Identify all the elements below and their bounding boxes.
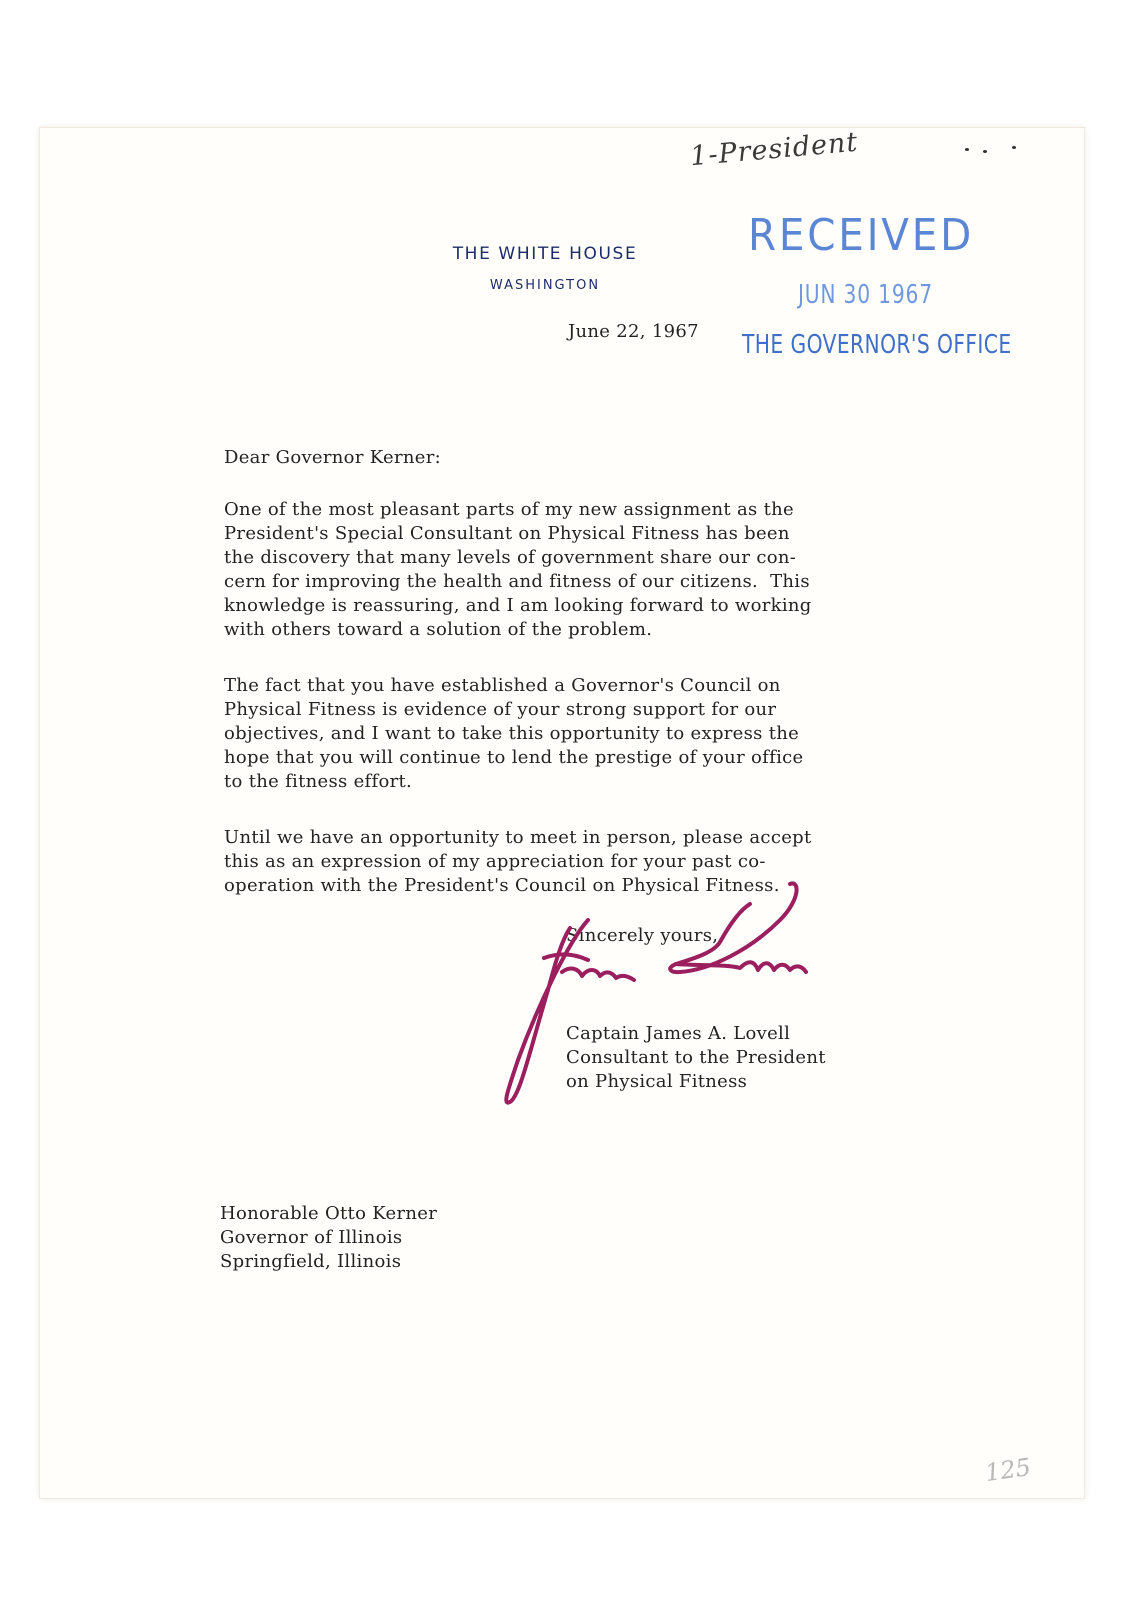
ink-dot [1012, 146, 1016, 149]
salutation: Dear Governor Kerner: [224, 447, 441, 468]
ink-dot [965, 148, 969, 151]
signature-block: Captain James A. Lovell Consultant to the President on Physical Fitness [566, 1023, 826, 1092]
paragraph-2: The fact that you have established a Governor's Council on Physical Fitness is evidence of your strong support for our objectives, and I want to take this opportunity to express the hope that you will continue to lend the prestige of your office to the fitness effort. [224, 675, 804, 792]
page-number: 125 [983, 1452, 1033, 1488]
letterhead-subtitle: WASHINGTON [489, 278, 601, 293]
paragraph-3: Until we have an opportunity to meet in person, please accept this as an expression of my appreciation for your past co- operation with the President's Council on Physical Fitness. [224, 827, 812, 896]
stamp-office: THE GOVERNOR'S OFFICE [742, 330, 1012, 360]
closing: Sincerely yours, [566, 925, 719, 946]
recipient-address: Honorable Otto Kerner Governor of Illinois Springfield, Illinois [220, 1203, 438, 1272]
paragraph-1: One of the most pleasant parts of my new assignment as the President's Special Consultant on Physical Fitness has been the discovery that many levels of government share our con- cern for improving the health and fitness of our citizens. This knowledge is reassuring, and I am looking forward to working with others toward a solution of the problem. [224, 499, 812, 640]
received-stamp: RECEIVED [748, 210, 975, 261]
stamp-date: JUN 30 1967 [798, 280, 933, 310]
handwritten-annotation: 1-President [688, 126, 860, 173]
letter-date: June 22, 1967 [568, 321, 699, 342]
handwritten-signature [500, 880, 820, 1110]
letterhead-title: THE WHITE HOUSE [452, 244, 638, 264]
ink-dot [983, 150, 987, 153]
